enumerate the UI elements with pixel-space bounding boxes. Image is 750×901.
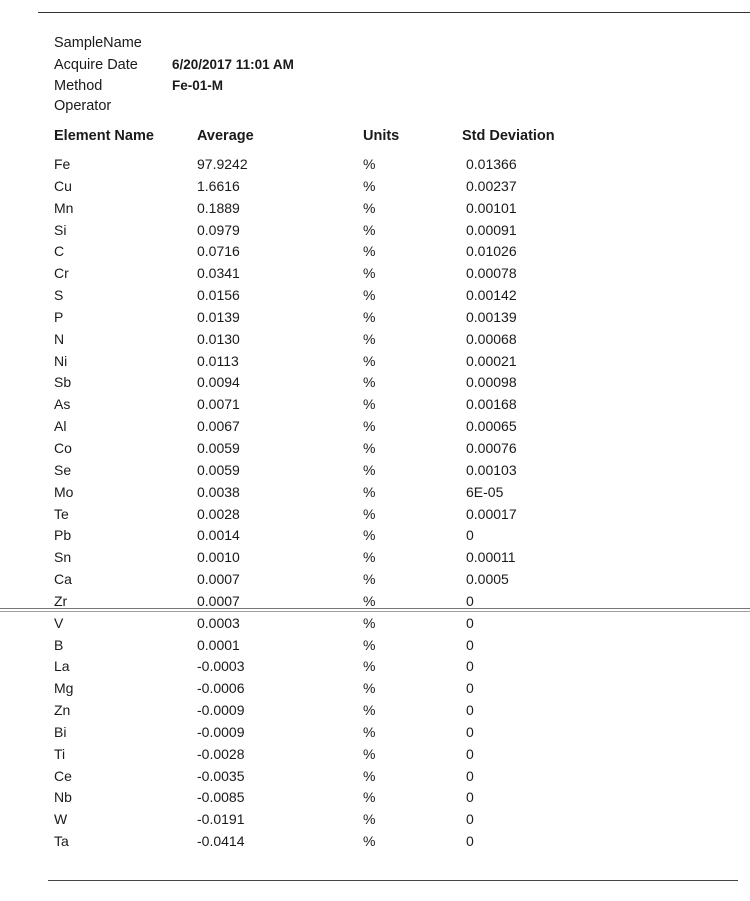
- average-cell: -0.0414: [197, 833, 245, 850]
- table-row: [0, 831, 750, 853]
- top-rule: [38, 12, 750, 13]
- element-name-cell: Zn: [54, 702, 71, 719]
- header-average: Average: [197, 128, 254, 144]
- std-deviation-cell: 0.01026: [466, 243, 517, 260]
- operator-label: Operator: [54, 98, 112, 114]
- table-row: [0, 263, 750, 285]
- table-row: [0, 744, 750, 766]
- table-row: [0, 154, 750, 176]
- average-cell: 0.0113: [197, 352, 239, 369]
- element-name-cell: N: [54, 330, 65, 347]
- table-row: [0, 569, 750, 591]
- element-name-cell: Al: [54, 418, 67, 435]
- element-name-cell: C: [54, 243, 65, 260]
- units-cell: %: [363, 352, 376, 369]
- element-name-cell: S: [54, 287, 64, 304]
- element-name-cell: Zr: [54, 592, 68, 609]
- units-cell: %: [363, 418, 376, 435]
- element-name-cell: Te: [54, 505, 69, 522]
- average-cell: 0.0007: [197, 571, 240, 588]
- header-std-deviation: Std Deviation: [462, 128, 555, 144]
- element-name-cell: Fe: [54, 156, 71, 172]
- element-name-cell: Mo: [54, 483, 74, 500]
- element-name-cell: Ti: [54, 745, 66, 762]
- std-deviation-cell: 0.00011: [466, 549, 516, 566]
- std-deviation-cell: 0.00076: [466, 439, 517, 456]
- average-cell: 0.0059: [197, 461, 240, 478]
- average-cell: -0.0035: [197, 767, 245, 784]
- table-row: [0, 504, 750, 526]
- table-row: [0, 656, 750, 678]
- table-row: [0, 525, 750, 547]
- element-name-cell: W: [54, 811, 68, 828]
- std-deviation-cell: 0.00017: [466, 505, 517, 522]
- header-element-name: Element Name: [54, 128, 154, 144]
- element-name-cell: Ni: [54, 352, 68, 369]
- std-deviation-cell: 0.00078: [466, 265, 517, 282]
- average-cell: 0.0071: [197, 396, 240, 413]
- average-cell: 0.0156: [197, 287, 240, 304]
- std-deviation-cell: 0.00142: [466, 287, 517, 304]
- acquire-date-row: [54, 54, 294, 75]
- table-row: [0, 416, 750, 438]
- scan-fold-line: [0, 608, 750, 612]
- table-row: [0, 547, 750, 569]
- table-header: [0, 128, 750, 148]
- average-cell: 0.0028: [197, 505, 240, 522]
- table-row: [0, 241, 750, 263]
- sample-name-row: [54, 33, 294, 54]
- element-name-cell: P: [54, 308, 64, 325]
- std-deviation-cell: 0.00068: [466, 330, 517, 347]
- average-cell: -0.0009: [197, 702, 245, 719]
- std-deviation-cell: 0.00021: [466, 352, 517, 369]
- std-deviation-cell: 0: [466, 745, 474, 762]
- table-row: [0, 635, 750, 657]
- table-row: [0, 613, 750, 635]
- std-deviation-cell: 0: [466, 614, 474, 631]
- element-name-cell: Se: [54, 461, 72, 478]
- std-deviation-cell: 0: [466, 658, 474, 675]
- acquire-date-label: Acquire Date: [54, 57, 138, 73]
- table-row: [0, 329, 750, 351]
- table-row: [0, 678, 750, 700]
- units-cell: %: [363, 658, 376, 675]
- std-deviation-cell: 0: [466, 723, 474, 740]
- table-row: [0, 787, 750, 809]
- element-name-cell: Co: [54, 439, 72, 456]
- table-row: [0, 722, 750, 744]
- std-deviation-cell: 0: [466, 680, 474, 697]
- units-cell: %: [363, 592, 376, 609]
- std-deviation-cell: 0: [466, 789, 474, 806]
- units-cell: %: [363, 396, 376, 413]
- std-deviation-cell: 0: [466, 833, 474, 850]
- average-cell: 0.0003: [197, 614, 240, 631]
- table-row: [0, 700, 750, 722]
- table-row: [0, 198, 750, 220]
- average-cell: 0.0059: [197, 439, 240, 456]
- units-cell: %: [363, 374, 376, 391]
- table-row: [0, 220, 750, 242]
- std-deviation-cell: 0.00098: [466, 374, 517, 391]
- units-cell: %: [363, 833, 376, 850]
- bottom-rule: [48, 880, 738, 881]
- header-units: Units: [363, 128, 400, 144]
- table-row: [0, 809, 750, 831]
- average-cell: 0.0014: [197, 527, 240, 544]
- table-row: [0, 176, 750, 198]
- std-deviation-cell: 0.00168: [466, 396, 517, 413]
- average-cell: -0.0009: [197, 723, 245, 740]
- table-row: [0, 394, 750, 416]
- units-cell: %: [363, 745, 376, 762]
- units-cell: %: [363, 702, 376, 719]
- units-cell: %: [363, 723, 376, 740]
- element-name-cell: Mg: [54, 680, 74, 697]
- average-cell: 0.1889: [197, 199, 240, 216]
- average-cell: -0.0085: [197, 789, 245, 806]
- sample-name-label: SampleName: [54, 35, 142, 51]
- units-cell: %: [363, 461, 376, 478]
- acquire-date-value: 6/20/2017 11:01 AM: [172, 57, 294, 72]
- std-deviation-cell: 0.01366: [466, 156, 517, 172]
- units-cell: %: [363, 527, 376, 544]
- units-cell: %: [363, 549, 376, 566]
- table-row: [0, 482, 750, 504]
- method-label: Method: [54, 78, 103, 94]
- average-cell: 0.0130: [197, 330, 240, 347]
- units-cell: %: [363, 287, 376, 304]
- units-cell: %: [363, 811, 376, 828]
- element-name-cell: Ta: [54, 833, 69, 850]
- units-cell: %: [363, 767, 376, 784]
- element-name-cell: B: [54, 636, 64, 653]
- units-cell: %: [363, 680, 376, 697]
- std-deviation-cell: 0.0005: [466, 571, 509, 588]
- element-name-cell: Nb: [54, 789, 72, 806]
- table-row: [0, 351, 750, 373]
- results-table: [0, 154, 750, 853]
- table-row: [0, 766, 750, 788]
- element-name-cell: Cu: [54, 177, 72, 194]
- average-cell: 0.0979: [197, 221, 240, 238]
- table-row: [0, 438, 750, 460]
- std-deviation-cell: 0: [466, 702, 474, 719]
- sample-info: [54, 33, 294, 117]
- std-deviation-cell: 0: [466, 811, 474, 828]
- std-deviation-cell: 0.00103: [466, 461, 517, 478]
- element-name-cell: Ca: [54, 571, 72, 588]
- std-deviation-cell: 0.00101: [466, 199, 517, 216]
- units-cell: %: [363, 265, 376, 282]
- method-value: Fe-01-M: [172, 78, 224, 93]
- std-deviation-cell: 0: [466, 527, 474, 544]
- element-name-cell: Sb: [54, 374, 72, 391]
- std-deviation-cell: 0: [466, 767, 474, 784]
- element-name-cell: Pb: [54, 527, 72, 544]
- units-cell: %: [363, 789, 376, 806]
- average-cell: 0.0341: [197, 265, 240, 282]
- average-cell: -0.0028: [197, 745, 245, 762]
- units-cell: %: [363, 330, 376, 347]
- element-name-cell: Cr: [54, 265, 69, 282]
- average-cell: 1.6616: [197, 177, 240, 194]
- average-cell: 0.0001: [197, 636, 240, 653]
- units-cell: %: [363, 571, 376, 588]
- element-name-cell: Mn: [54, 199, 74, 216]
- method-row: [54, 75, 294, 96]
- table-row: [0, 307, 750, 329]
- units-cell: %: [363, 308, 376, 325]
- std-deviation-cell: 0: [466, 592, 474, 609]
- units-cell: %: [363, 614, 376, 631]
- average-cell: 0.0038: [197, 483, 240, 500]
- units-cell: %: [363, 199, 376, 216]
- units-cell: %: [363, 221, 376, 238]
- average-cell: 0.0007: [197, 592, 240, 609]
- units-cell: %: [363, 505, 376, 522]
- units-cell: %: [363, 243, 376, 260]
- element-name-cell: As: [54, 396, 71, 413]
- std-deviation-cell: 0.00237: [466, 177, 517, 194]
- std-deviation-cell: 0.00065: [466, 418, 517, 435]
- element-name-cell: La: [54, 658, 70, 675]
- std-deviation-cell: 0.00091: [466, 221, 517, 238]
- average-cell: 0.0067: [197, 418, 240, 435]
- element-name-cell: Si: [54, 221, 67, 238]
- element-name-cell: V: [54, 614, 64, 631]
- table-row: [0, 460, 750, 482]
- average-cell: 0.0010: [197, 549, 240, 566]
- element-name-cell: Sn: [54, 549, 72, 566]
- units-cell: %: [363, 156, 376, 172]
- units-cell: %: [363, 177, 376, 194]
- average-cell: 97.9242: [197, 156, 248, 172]
- table-row: [0, 285, 750, 307]
- average-cell: 0.0094: [197, 374, 240, 391]
- average-cell: 0.0716: [197, 243, 240, 260]
- average-cell: 0.0139: [197, 308, 240, 325]
- units-cell: %: [363, 636, 376, 653]
- element-name-cell: Bi: [54, 723, 67, 740]
- average-cell: -0.0003: [197, 658, 245, 675]
- units-cell: %: [363, 439, 376, 456]
- units-cell: %: [363, 483, 376, 500]
- std-deviation-cell: 0.00139: [466, 308, 517, 325]
- average-cell: -0.0006: [197, 680, 245, 697]
- operator-row: [54, 96, 294, 117]
- std-deviation-cell: 6E-05: [466, 483, 504, 500]
- average-cell: -0.0191: [197, 811, 245, 828]
- table-row: [0, 372, 750, 394]
- std-deviation-cell: 0: [466, 636, 474, 653]
- element-name-cell: Ce: [54, 767, 72, 784]
